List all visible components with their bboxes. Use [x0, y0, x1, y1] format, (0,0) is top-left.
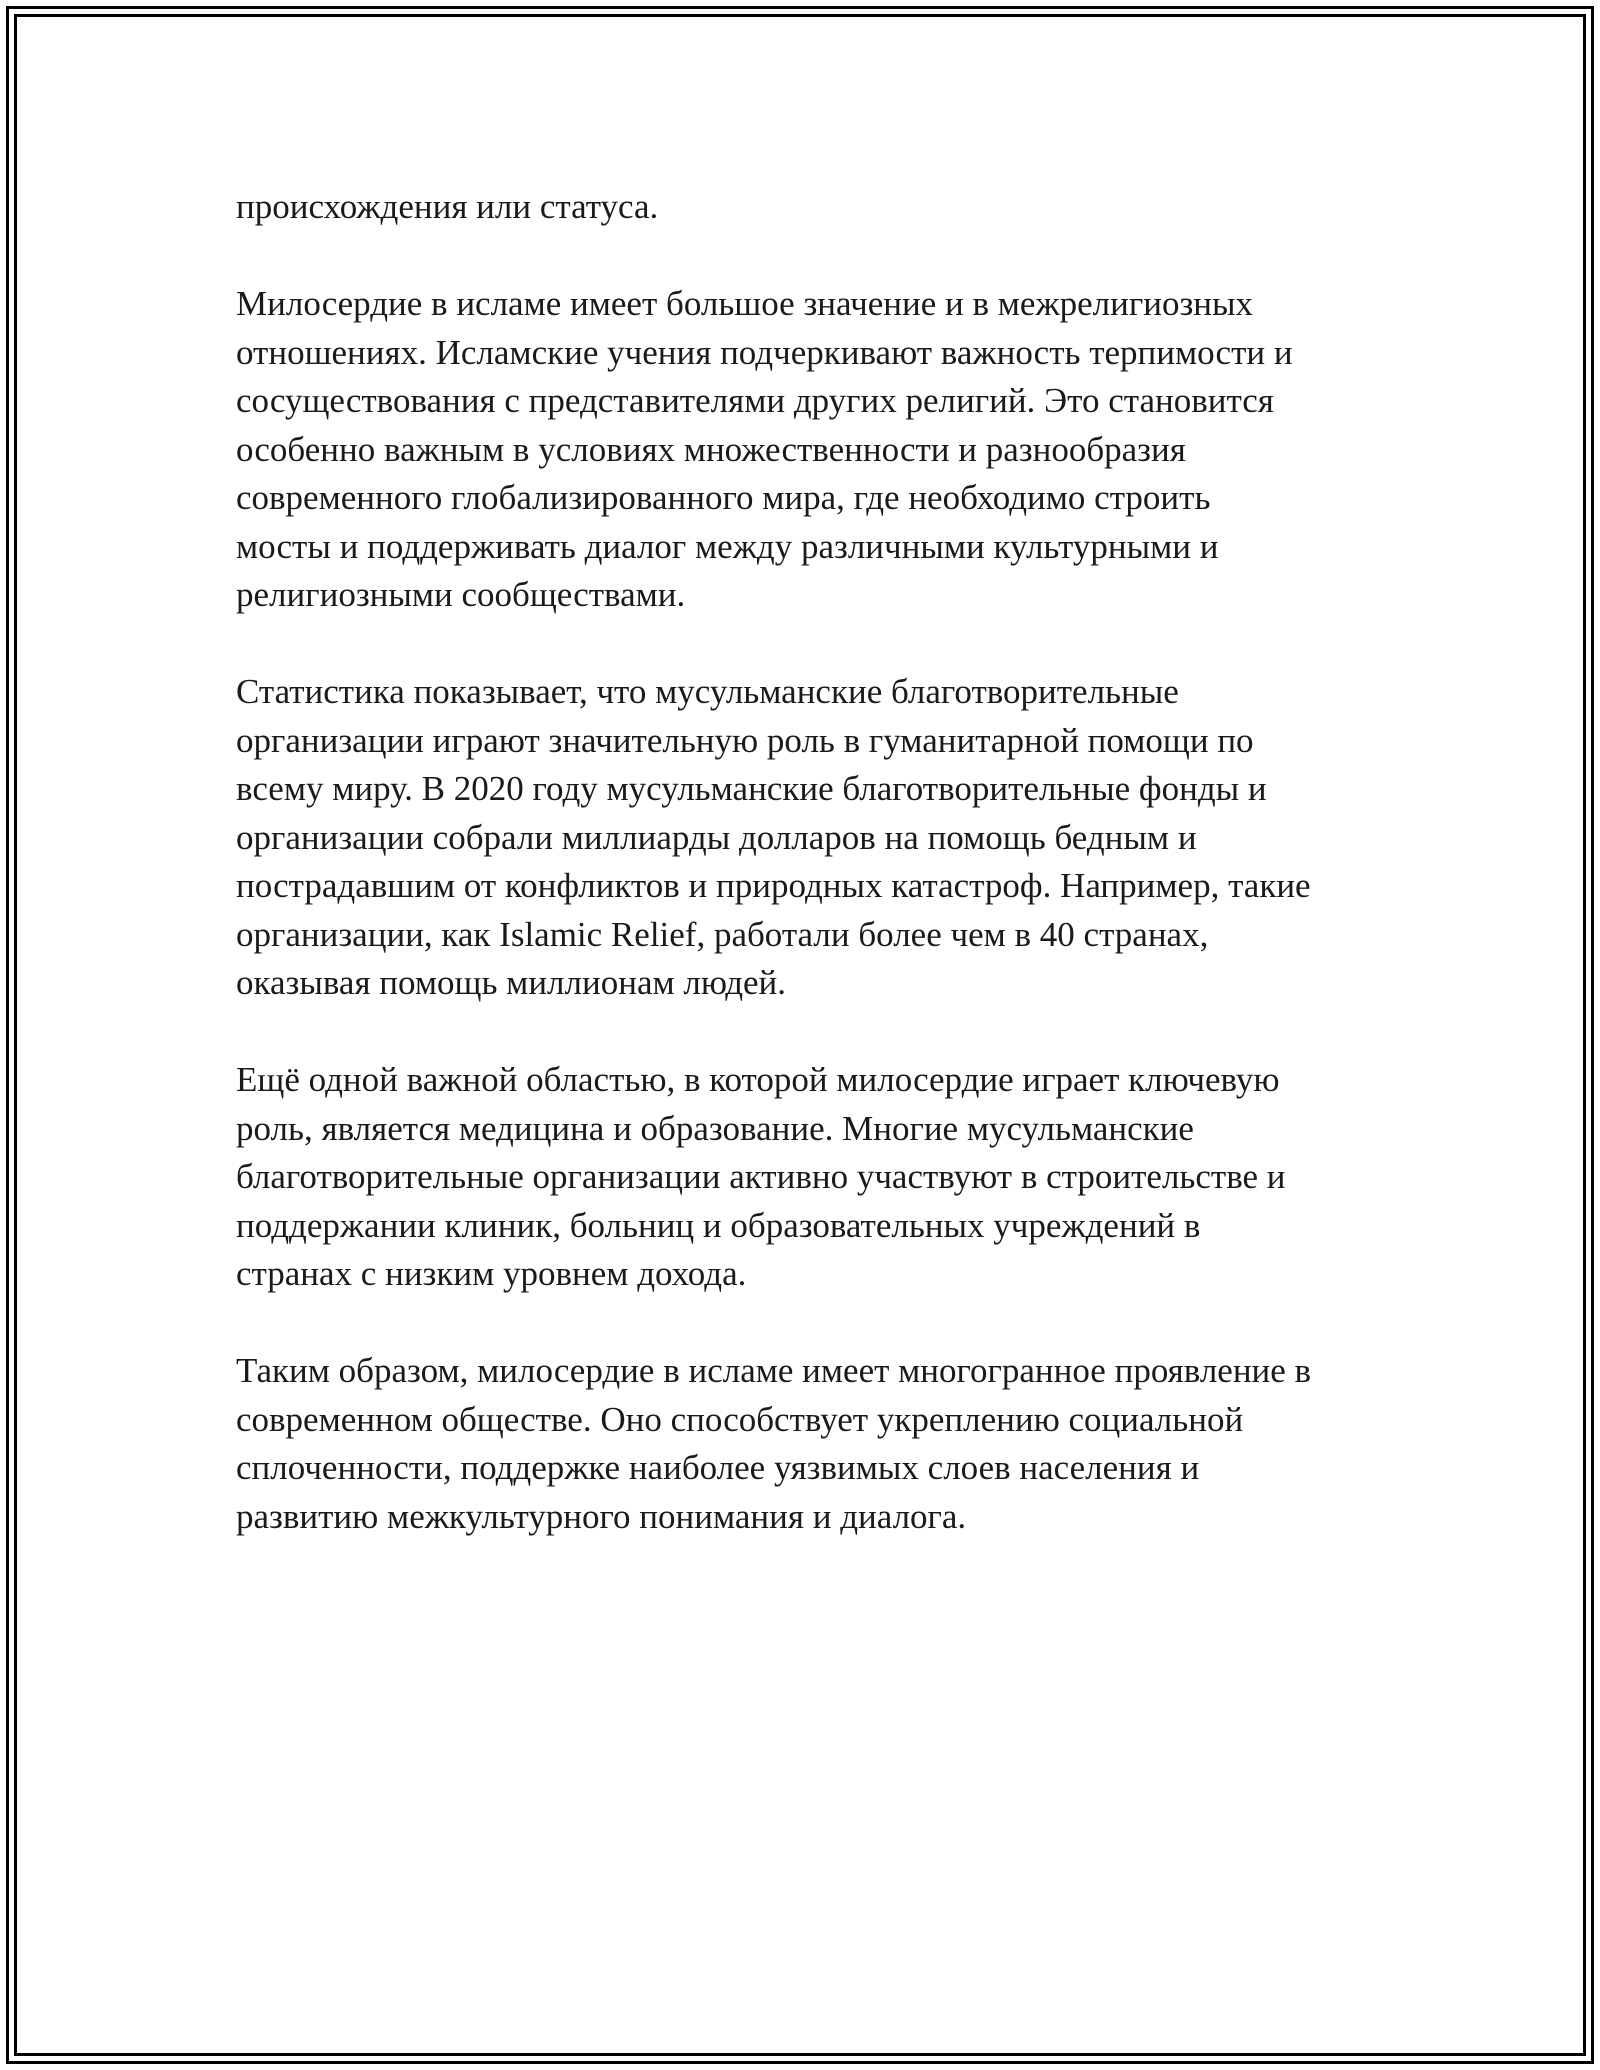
text-line: развитию межкультурного понимания и диалога.	[236, 1496, 967, 1536]
text-line: организации, как Islamic Relief, работали более чем в 40 странах,	[236, 914, 1209, 954]
text-line: происхождения или статуса.	[236, 187, 659, 226]
text-line: Статистика показывает, что мусульманские благотворительные	[236, 672, 1179, 711]
document-body	[236, 183, 1386, 1590]
text-line: Таким образом, милосердие в исламе имеет многогранное проявление в	[236, 1351, 1312, 1390]
text-line: современного глобализированного мира, где необходимо строить	[236, 478, 1211, 517]
paragraph-statistics	[236, 668, 1386, 1008]
paragraph-continuation	[236, 183, 1386, 232]
text-line: современном обществе. Оно способствует укреплению социальной	[236, 1399, 1244, 1439]
text-line: Милосердие в исламе имеет большое значение и в межрелигиозных	[236, 284, 1254, 323]
text-line: религиозными сообществами.	[236, 575, 686, 614]
text-line: всему миру. В 2020 году мусульманские благотворительные фонды и	[236, 769, 1267, 808]
text-line: благотворительные организации активно участвуют в строительстве и	[236, 1157, 1286, 1196]
text-line: пострадавшим от конфликтов и природных катастроф. Например, такие	[236, 866, 1311, 905]
text-line: мосты и поддерживать диалог между различными культурными и	[236, 526, 1219, 566]
text-line: роль, является медицина и образование. Многие мусульманские	[236, 1108, 1194, 1148]
text-line: особенно важным в условиях множественности и разнообразия	[236, 429, 1186, 469]
paragraph-interfaith	[236, 280, 1386, 620]
text-line: организации собрали миллиарды долларов на помощь бедным и	[236, 817, 1197, 857]
text-line: отношениях. Исламские учения подчеркивают важность терпимости и	[236, 332, 1293, 372]
paragraph-conclusion	[236, 1347, 1386, 1541]
text-line: сосуществования с представителями других религий. Это становится	[236, 381, 1274, 420]
text-line: оказывая помощь миллионам людей.	[236, 963, 787, 1002]
paragraph-medicine-education	[236, 1056, 1386, 1299]
text-line: поддержании клиник, больниц и образовательных учреждений в	[236, 1205, 1201, 1245]
text-line: странах с низким уровнем дохода.	[236, 1254, 747, 1293]
text-line: Ещё одной важной областью, в которой милосердие играет ключевую	[236, 1060, 1280, 1099]
text-line: организации играют значительную роль в гуманитарной помощи по	[236, 720, 1254, 760]
text-line: сплоченности, поддержке наиболее уязвимых слоев населения и	[236, 1448, 1200, 1487]
